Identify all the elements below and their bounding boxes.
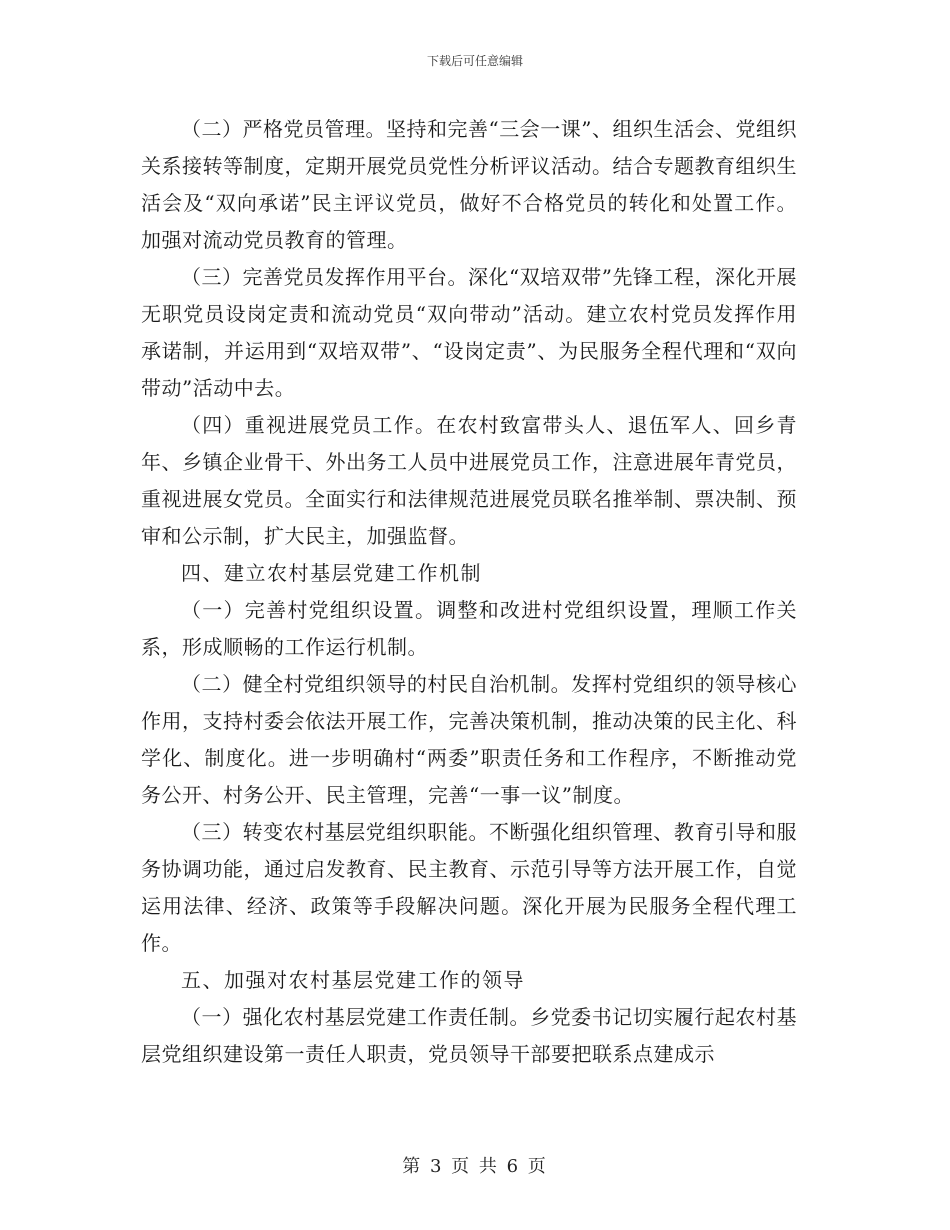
- paragraph-function-transformation: （三）转变农村基层党组织职能。不断强化组织管理、教育引导和服务协调功能，通过启发教育、民主教育、示范引导等方法开展工作，自觉运用法律、经济、政策等手段解决问题。深化开展为民服务全程代理工作。: [141, 820, 797, 955]
- paragraph-member-recruitment: （四）重视进展党员工作。在农村致富带头人、退伍军人、回乡青年、乡镇企业骨干、外出务工人员中进展党员工作，注意进展年青党员，重视进展女党员。全面实行和法律规范进展党员联名推举制、票决制、预审和公示制，扩大民主，加强监督。: [141, 413, 797, 548]
- section-heading-4: 四、建立农村基层党建工作机制: [181, 561, 482, 585]
- paragraph-member-role-platform: （三）完善党员发挥作用平台。深化“双培双带”先锋工程，深化开展无职党员设岗定责和流动党员“双向带动”活动。建立农村党员发挥作用承诺制，并运用到“双培双带”、“设岗定责”、为民服务全程代理和“双向带动”活动中去。: [141, 265, 797, 400]
- document-body: [141, 111, 797, 1073]
- paragraph-village-party-setup: （一）完善村党组织设置。调整和改进村党组织设置，理顺工作关系，形成顺畅的工作运行机制。: [141, 598, 797, 659]
- page-header: 下载后可任意编辑: [426, 54, 523, 68]
- paragraph-responsibility-system: （一）强化农村基层党建工作责任制。乡党委书记切实履行起农村基层党组织建设第一责任人职责，党员领导干部要把联系点建成示: [141, 1005, 797, 1066]
- paragraph-strict-member-management: （二）严格党员管理。坚持和完善“三会一课”、组织生活会、党组织关系接转等制度，定期开展党员党性分析评议活动。结合专题教育组织生活会及“双向承诺”民主评议党员，做好不合格党员的转化和处置工作。加强对流动党员教育的管理。: [141, 117, 797, 252]
- page-number: 第 3 页 共 6 页: [402, 1156, 548, 1177]
- section-heading-5: 五、加强对农村基层党建工作的领导: [181, 968, 525, 992]
- paragraph-villager-autonomy: （二）健全村党组织领导的村民自治机制。发挥村党组织的领导核心作用，支持村委会依法开展工作，完善决策机制，推动决策的民主化、科学化、制度化。进一步明确村“两委”职责任务和工作程序，不断推动党务公开、村务公开、民主管理，完善“一事一议”制度。: [141, 672, 797, 807]
